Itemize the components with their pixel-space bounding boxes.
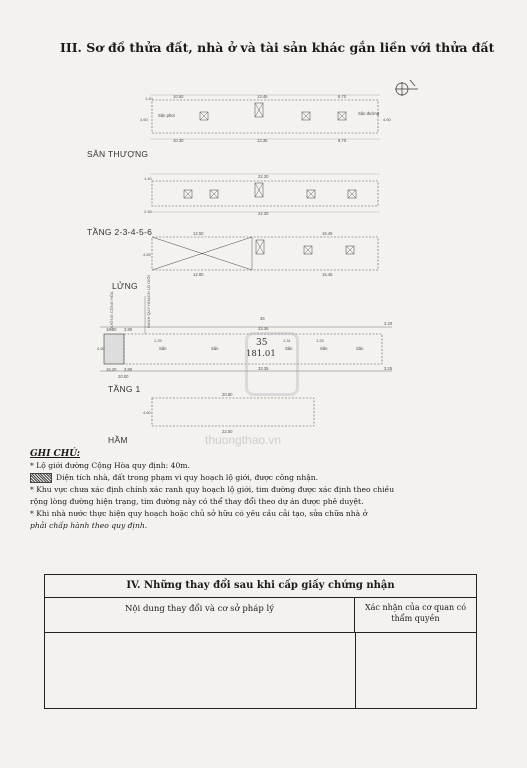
watermark-text: thuongthao.vn <box>205 433 282 447</box>
hatch-legend-icon <box>30 473 52 483</box>
dim-text: 13.45 <box>257 94 268 99</box>
dim-text: 8.70 <box>338 94 347 99</box>
note-line: * Khu vực chưa xác định chính xác ranh quy hoạch lộ giới, tim đường được xác định theo chiều <box>30 485 395 494</box>
notes-block <box>30 448 490 532</box>
note-text: Diện tích nhà, đất trong phạm vi quy hoạch lộ giới, được công nhận. <box>56 473 319 482</box>
plan-lung <box>143 231 378 277</box>
dim-text: 1.31 <box>283 338 291 343</box>
room-label: Sân <box>356 346 364 351</box>
floor-label-lung: LỬNG <box>112 281 138 291</box>
dim-text: 3.20 <box>384 321 393 326</box>
changes-table-body <box>45 633 476 709</box>
dim-text: 22.30 <box>258 211 269 216</box>
dim-text: 12.80 <box>193 272 204 277</box>
dim-text: 4.60 <box>97 346 105 351</box>
room-label: Sân <box>159 346 167 351</box>
dim-text: 16.20 <box>106 367 117 372</box>
north-arrow-icon <box>395 80 418 96</box>
note-line: * Lộ giới đường Cộng Hòa quy định: 40m. <box>30 461 190 470</box>
plan-san-thuong <box>140 94 392 143</box>
confirmation-cell <box>356 633 476 709</box>
dim-text: 22.20 <box>258 174 269 179</box>
changes-table-title: IV. Những thay đổi sau khi cấp giấy chứng nhận <box>45 575 476 598</box>
changes-table-header <box>45 598 476 633</box>
column-header-confirmation: Xác nhận của cơ quan có thẩm quyền <box>364 603 467 623</box>
room-label: Sân phơi <box>158 113 175 118</box>
dim-text: 16.20 <box>106 327 117 332</box>
dim-text: 4.65 <box>143 252 151 257</box>
floor-label-san-thuong: SÂN THƯỢNG <box>87 149 149 159</box>
notes-heading: GHI CHÚ: <box>30 449 81 459</box>
floor-label-tang-2-6: TẦNG 2-3-4-5-6 <box>87 227 153 237</box>
dim-text: 4.60 <box>383 117 391 122</box>
dim-text: 3.80 <box>124 367 133 372</box>
dim-text: 1.40 <box>145 96 153 101</box>
note-line: phải chấp hành theo quy định. <box>30 521 148 530</box>
dim-text: 1.40 <box>144 176 152 181</box>
plan-ham <box>143 392 314 434</box>
dim-text: 13.35 <box>257 138 268 143</box>
road-name: ĐƯỜNG CỘNG HÒA <box>109 291 114 330</box>
room-label: Sân <box>320 346 328 351</box>
note-line: * Khi nhà nước thực hiện quy hoạch hoặc chủ sở hữu có yêu cầu cải tạo, sửa chữa nhà ở <box>30 509 368 518</box>
dim-text: 15.45 <box>322 272 333 277</box>
changes-table <box>44 574 477 709</box>
dim-text: 10.30 <box>173 138 184 143</box>
dim-text: 16.45 <box>322 231 333 236</box>
plan-tang-2-6 <box>144 174 380 216</box>
dim-text: 22.50 <box>222 429 233 434</box>
changes-cell <box>45 633 356 709</box>
road-boundary-label: RANH QUY HOẠCH LỘ GIỚI <box>146 275 151 328</box>
dim-text: 20.00 <box>118 374 129 379</box>
watermark-logo <box>245 332 299 396</box>
column-header-changes: Nội dung thay đổi và cơ sở pháp lý <box>45 598 355 632</box>
room-label: Sân đường <box>358 111 380 116</box>
dim-text: 2.40 <box>144 209 152 214</box>
dim-text: 1.25 <box>154 338 162 343</box>
dim-text: 4.60 <box>140 117 148 122</box>
dim-text: 1.25 <box>316 338 324 343</box>
plot-number: 35 <box>256 338 268 348</box>
plot-area: 181.01 <box>246 349 276 359</box>
note-line <box>30 472 490 484</box>
dim-text: 33.35 <box>258 326 269 331</box>
room-label: Sân <box>211 346 219 351</box>
floor-label-ham: HẦM <box>108 435 128 445</box>
dim-text: 3.25 <box>384 366 393 371</box>
section-title: III. Sơ đồ thửa đất, nhà ở và tài sản khác gắn liền với thửa đất <box>60 40 495 55</box>
dim-text: 10.50 <box>173 94 184 99</box>
dim-text: 12.50 <box>193 231 204 236</box>
dim-text: 8.70 <box>338 138 347 143</box>
dim-text: 20.80 <box>222 392 233 397</box>
dim-text: 3.80 <box>124 327 133 332</box>
note-line: rộng lòng đường hiện trạng, tim đường này có thể thay đổi theo dự án được phê duyệt. <box>30 497 364 506</box>
floor-label-tang-1: TẦNG 1 <box>108 384 141 394</box>
dim-text: 4.60 <box>143 410 151 415</box>
room-label: Sân <box>285 346 293 351</box>
dim-text: 35 <box>260 316 265 321</box>
dim-text: 33.35 <box>258 366 269 371</box>
